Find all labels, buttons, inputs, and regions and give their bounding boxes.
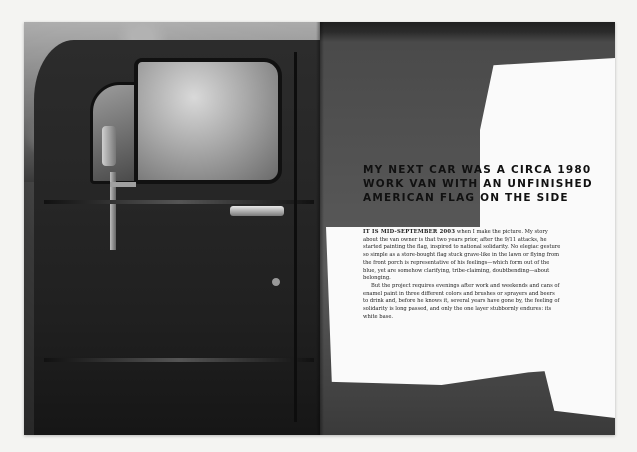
body-paragraph-2: But the project requires evenings after work and weekends and cans of enamel paint in three different colors and brushes or sprayers and beers to drink and, before he knows it, several years have gone by, the feeling of solidarity is long passed, and only the one layer stubbornly endures: its white base. [363, 282, 560, 320]
right-page [320, 22, 615, 435]
article-body [363, 229, 561, 321]
van-window [134, 58, 282, 184]
door-seam [294, 52, 297, 422]
door-handle [230, 206, 284, 216]
door-crease-lower [44, 358, 314, 362]
spread-gutter [316, 22, 324, 435]
article-headline: MY NEXT CAR WAS A CIRCA 1980 WORK VAN WITH AN UNFINISHED AMERICAN FLAG ON THE SIDE [363, 164, 593, 204]
side-mirror [102, 126, 116, 166]
body-paragraph-1 [363, 229, 561, 283]
door-bolt [272, 278, 280, 286]
lead-in: IT IS MID-SEPTEMBER 2003 [363, 229, 456, 235]
door-crease [44, 200, 314, 204]
mirror-bracket [110, 182, 136, 187]
magazine-spread [24, 22, 615, 435]
paragraph-1-text: when I make the picture. My story about the van owner is that two years prior, after the 9/11 attacks, he started painting the flag, inspired to national solidarity. No elegiac gesture so simple as a store-bought flag stuck grave-like in the lawn or flying from the front porch is representative of his feelings—which form out of the blue, yet are somehow clarifying, tribe-claiming, doubtbending—about belonging. [363, 229, 561, 282]
left-page-photo [24, 22, 320, 435]
